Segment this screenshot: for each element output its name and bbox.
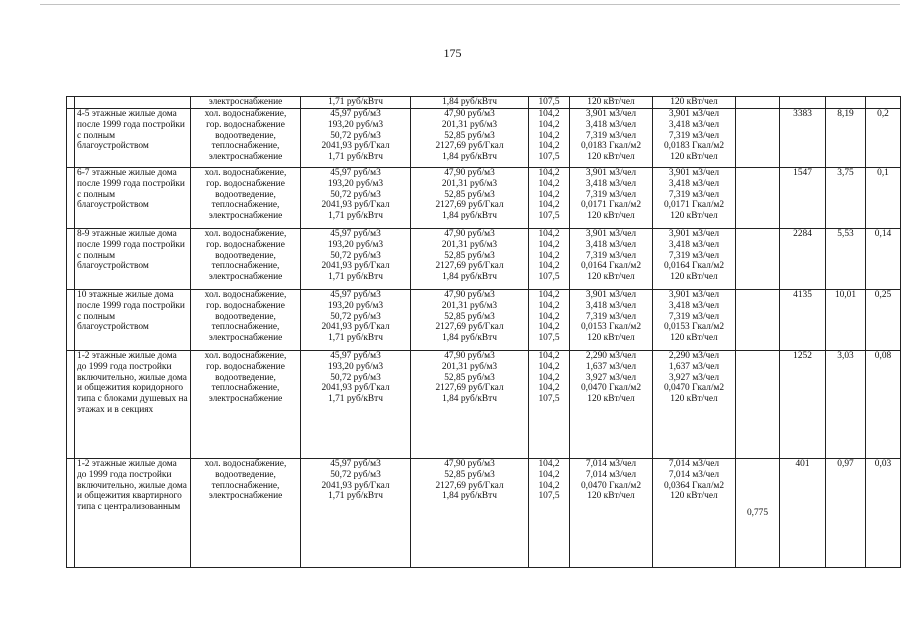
row-gutter-cell bbox=[67, 168, 75, 229]
count-cell: 4135 bbox=[780, 290, 826, 351]
norms-a-cell: 2,290 м3/чел 1,637 м3/чел 3,927 м3/чел 0,0470 Гкал/м2 120 кВт/чел bbox=[570, 351, 653, 459]
norms-b-cell: 3,901 м3/чел 3,418 м3/чел 7,319 м3/чел 0,0171 Гкал/м2 120 кВт/чел bbox=[653, 168, 736, 229]
pct-cell: 5,53 bbox=[826, 229, 866, 290]
tariffs-a-cell: 45,97 руб/м3 193,20 руб/м3 50,72 руб/м3 2041,93 руб/Гкал 1,71 руб/кВтч bbox=[301, 290, 411, 351]
tariff-b-cell: 1,84 руб/кВтч bbox=[411, 97, 529, 109]
services-cell: хол. водоснабжение, гор. водоснабжение водоотведение, теплоснабжение, электроснабжение bbox=[191, 229, 301, 290]
category-cell: 1-2 этажные жилые дома до 1999 года постройки включительно, жилые дома и общежития квартирного типа с централизованным bbox=[75, 459, 191, 568]
share-cell bbox=[866, 97, 901, 109]
indices-cell: 104,2 104,2 104,2 104,2 107,5 bbox=[529, 290, 570, 351]
row-gutter-cell bbox=[67, 459, 75, 568]
norms-a-cell: 3,901 м3/чел 3,418 м3/чел 7,319 м3/чел 0,0171 Гкал/м2 120 кВт/чел bbox=[570, 168, 653, 229]
index-cell: 107,5 bbox=[529, 97, 570, 109]
count-cell: 1252 bbox=[780, 351, 826, 459]
services-cell: хол. водоснабжение, гор. водоснабжение водоотведение, теплоснабжение, электроснабжение bbox=[191, 351, 301, 459]
row-gutter-cell bbox=[67, 97, 75, 109]
tariffs-b-cell: 47,90 руб/м3 201,31 руб/м3 52,85 руб/м3 2127,69 руб/Гкал 1,84 руб/кВтч bbox=[411, 229, 529, 290]
norms-b-cell: 3,901 м3/чел 3,418 м3/чел 7,319 м3/чел 0,0183 Гкал/м2 120 кВт/чел bbox=[653, 109, 736, 168]
row-gutter-cell bbox=[67, 109, 75, 168]
service-cell: электроснабжение bbox=[191, 97, 301, 109]
norms-a-cell: 3,901 м3/чел 3,418 м3/чел 7,319 м3/чел 0,0164 Гкал/м2 120 кВт/чел bbox=[570, 229, 653, 290]
page-number: 175 bbox=[443, 46, 462, 60]
indices-cell: 104,2 104,2 104,2 104,2 107,5 bbox=[529, 168, 570, 229]
coef-cell bbox=[736, 351, 780, 459]
share-cell: 0,14 bbox=[866, 229, 901, 290]
tariffs-b-cell: 47,90 руб/м3 201,31 руб/м3 52,85 руб/м3 2127,69 руб/Гкал 1,84 руб/кВтч bbox=[411, 351, 529, 459]
norms-a-cell: 3,901 м3/чел 3,418 м3/чел 7,319 м3/чел 0,0153 Гкал/м2 120 кВт/чел bbox=[570, 290, 653, 351]
category-cell: 4-5 этажные жилые дома после 1999 года постройки с полным благоустройством bbox=[75, 109, 191, 168]
norm-a-cell: 120 кВт/чел bbox=[570, 97, 653, 109]
tariffs-a-cell: 45,97 руб/м3 193,20 руб/м3 50,72 руб/м3 2041,93 руб/Гкал 1,71 руб/кВтч bbox=[301, 351, 411, 459]
category-cell: 8-9 этажные жилые дома после 1999 года постройки с полным благоустройством bbox=[75, 229, 191, 290]
coef-cell: 0,775 bbox=[736, 459, 780, 568]
norm-b-cell: 120 кВт/чел bbox=[653, 97, 736, 109]
table-row bbox=[67, 290, 901, 351]
row-gutter-cell bbox=[67, 290, 75, 351]
tariffs-b-cell: 47,90 руб/м3 52,85 руб/м3 2127,69 руб/Гкал 1,84 руб/кВтч bbox=[411, 459, 529, 568]
indices-cell: 104,2 104,2 104,2 104,2 107,5 bbox=[529, 109, 570, 168]
share-cell: 0,25 bbox=[866, 290, 901, 351]
coef-cell bbox=[736, 109, 780, 168]
category-cell: 10 этажные жилые дома после 1999 года постройки с полным благоустройством bbox=[75, 290, 191, 351]
services-cell: хол. водоснабжение, гор. водоснабжение водоотведение, теплоснабжение, электроснабжение bbox=[191, 290, 301, 351]
norms-b-cell: 3,901 м3/чел 3,418 м3/чел 7,319 м3/чел 0,0164 Гкал/м2 120 кВт/чел bbox=[653, 229, 736, 290]
table-row bbox=[67, 229, 901, 290]
pct-cell: 0,97 bbox=[826, 459, 866, 568]
norms-b-cell: 2,290 м3/чел 1,637 м3/чел 3,927 м3/чел 0,0470 Гкал/м2 120 кВт/чел bbox=[653, 351, 736, 459]
count-cell: 401 bbox=[780, 459, 826, 568]
coef-cell bbox=[736, 290, 780, 351]
indices-cell: 104,2 104,2 104,2 104,2 107,5 bbox=[529, 351, 570, 459]
norms-a-cell: 3,901 м3/чел 3,418 м3/чел 7,319 м3/чел 0,0183 Гкал/м2 120 кВт/чел bbox=[570, 109, 653, 168]
count-cell: 2284 bbox=[780, 229, 826, 290]
tariffs-a-cell: 45,97 руб/м3 193,20 руб/м3 50,72 руб/м3 2041,93 руб/Гкал 1,71 руб/кВтч bbox=[301, 168, 411, 229]
norms-b-cell: 7,014 м3/чел 7,014 м3/чел 0,0364 Гкал/м2 120 кВт/чел bbox=[653, 459, 736, 568]
coef-cell bbox=[736, 97, 780, 109]
pct-cell bbox=[826, 97, 866, 109]
norms-b-cell: 3,901 м3/чел 3,418 м3/чел 7,319 м3/чел 0,0153 Гкал/м2 120 кВт/чел bbox=[653, 290, 736, 351]
tariffs-b-cell: 47,90 руб/м3 201,31 руб/м3 52,85 руб/м3 2127,69 руб/Гкал 1,84 руб/кВтч bbox=[411, 109, 529, 168]
count-cell bbox=[780, 97, 826, 109]
pct-cell: 10,01 bbox=[826, 290, 866, 351]
services-cell: хол. водоснабжение, гор. водоснабжение водоотведение, теплоснабжение, электроснабжение bbox=[191, 168, 301, 229]
table-row bbox=[67, 351, 901, 459]
services-cell: хол. водоснабжение, водоотведение, теплоснабжение, электроснабжение bbox=[191, 459, 301, 568]
norms-a-cell: 7,014 м3/чел 7,014 м3/чел 0,0470 Гкал/м2 120 кВт/чел bbox=[570, 459, 653, 568]
tariff-table bbox=[66, 96, 901, 568]
tariffs-b-cell: 47,90 руб/м3 201,31 руб/м3 52,85 руб/м3 2127,69 руб/Гкал 1,84 руб/кВтч bbox=[411, 168, 529, 229]
indices-cell: 104,2 104,2 104,2 104,2 107,5 bbox=[529, 229, 570, 290]
row-gutter-cell bbox=[67, 229, 75, 290]
scan-edge-line bbox=[40, 4, 900, 5]
pct-cell: 3,03 bbox=[826, 351, 866, 459]
tariff-a-cell: 1,71 руб/кВтч bbox=[301, 97, 411, 109]
tariffs-a-cell: 45,97 руб/м3 193,20 руб/м3 50,72 руб/м3 2041,93 руб/Гкал 1,71 руб/кВтч bbox=[301, 229, 411, 290]
share-cell: 0,03 bbox=[866, 459, 901, 568]
table-row bbox=[67, 168, 901, 229]
category-cell: 1-2 этажные жилые дома до 1999 года постройки включительно, жилые дома и общежития коридорного типа с блоками душевых на этажах и в секциях bbox=[75, 351, 191, 459]
indices-cell: 104,2 104,2 104,2 107,5 bbox=[529, 459, 570, 568]
tariffs-b-cell: 47,90 руб/м3 201,31 руб/м3 52,85 руб/м3 2127,69 руб/Гкал 1,84 руб/кВтч bbox=[411, 290, 529, 351]
count-cell: 1547 bbox=[780, 168, 826, 229]
table-row bbox=[67, 97, 901, 109]
tariffs-a-cell: 45,97 руб/м3 193,20 руб/м3 50,72 руб/м3 2041,93 руб/Гкал 1,71 руб/кВтч bbox=[301, 109, 411, 168]
table-row bbox=[67, 109, 901, 168]
category-cell bbox=[75, 97, 191, 109]
services-cell: хол. водоснабжение, гор. водоснабжение водоотведение, теплоснабжение, электроснабжение bbox=[191, 109, 301, 168]
table-row bbox=[67, 459, 901, 568]
row-gutter-cell bbox=[67, 351, 75, 459]
share-cell: 0,1 bbox=[866, 168, 901, 229]
coef-cell bbox=[736, 229, 780, 290]
tariffs-a-cell: 45,97 руб/м3 50,72 руб/м3 2041,93 руб/Гкал 1,71 руб/кВтч bbox=[301, 459, 411, 568]
pct-cell: 3,75 bbox=[826, 168, 866, 229]
category-cell: 6-7 этажные жилые дома после 1999 года постройки с полным благоустройством bbox=[75, 168, 191, 229]
share-cell: 0,08 bbox=[866, 351, 901, 459]
count-cell: 3383 bbox=[780, 109, 826, 168]
coef-cell bbox=[736, 168, 780, 229]
pct-cell: 8,19 bbox=[826, 109, 866, 168]
share-cell: 0,2 bbox=[866, 109, 901, 168]
